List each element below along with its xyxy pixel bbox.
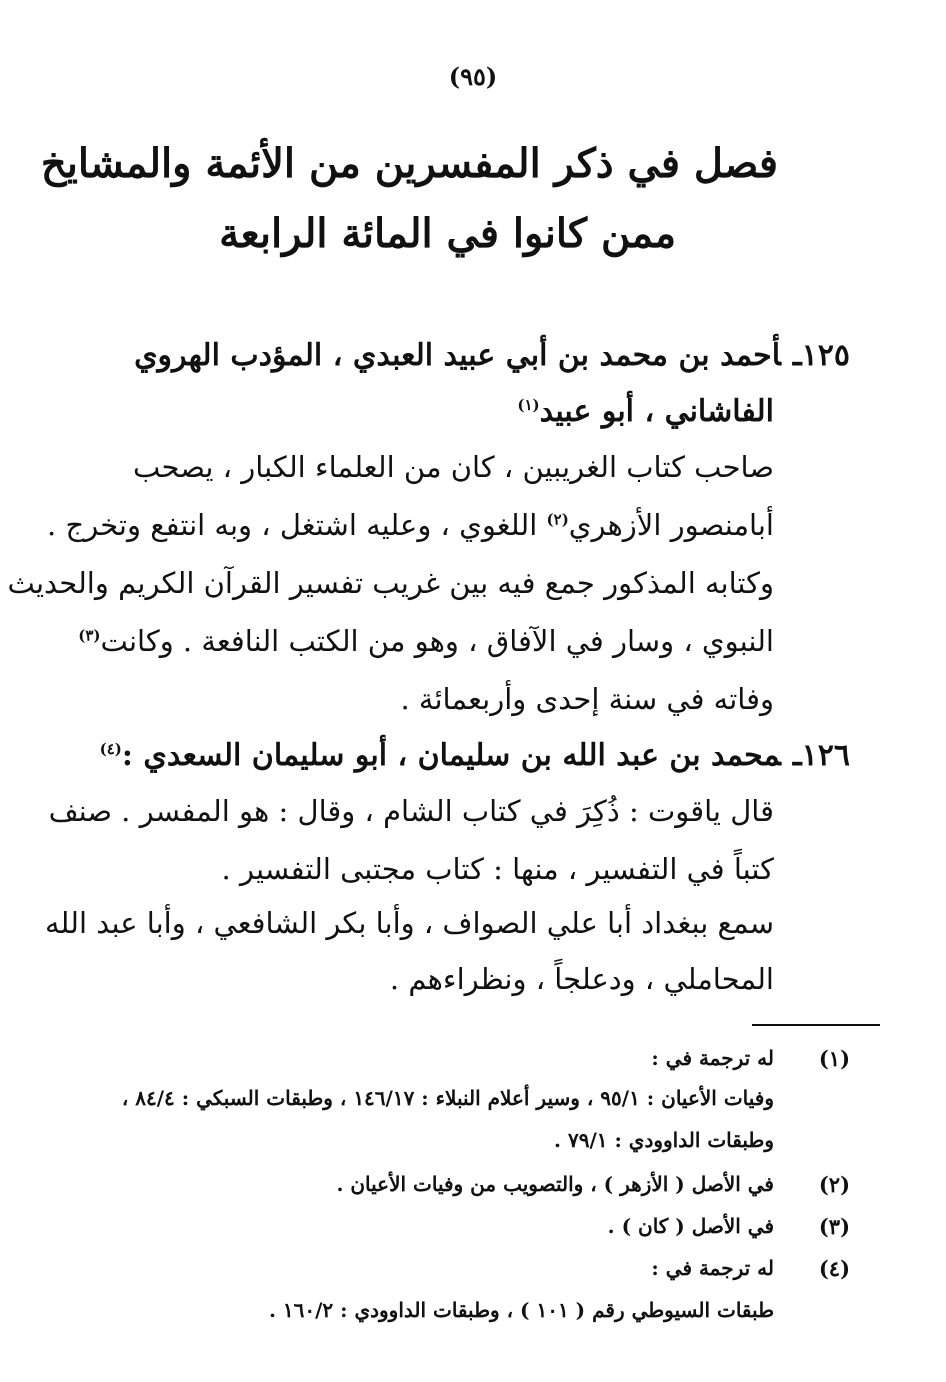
body-text: النبوي ، وسار في الآفاق ، وهو من الكتب النافعة . وكانت [100,624,774,658]
body-line: كتباً في التفسير ، منها : كتاب مجتبى التفسير . [221,852,774,886]
entry-heading-text: أحمد بن محمد بن أبي عبيد العبدي ، المؤدب الهروي [134,338,781,373]
entry-125-heading-cont [517,394,774,429]
footnote-divider [752,1024,880,1026]
body-line: وفاته في سنة إحدى وأربعمائة . [400,682,774,716]
body-line: صاحب كتاب الغريبين ، كان من العلماء الكبار ، يصحب [133,450,774,484]
footnote-ref-1: (١) [517,396,540,414]
entry-heading-cont-text: الفاشاني ، أبو عبيد [539,394,774,429]
entry-126-heading [100,738,850,773]
body-line [47,508,774,542]
footnote-line: في الأصل ( الأزهر ) ، والتصويب من وفيات الأعيان . [336,1172,774,1196]
chapter-title-line-1: فصل في ذكر المفسرين من الأئمة والمشايخ [40,140,778,187]
footnote-line: في الأصل ( كان ) . [607,1214,774,1238]
footnote-line: له ترجمة في : [651,1256,774,1280]
footnote-number: (١) [818,1046,850,1071]
footnote-ref-4: (٤) [99,740,122,758]
entry-number: ١٢٦ـ [792,738,850,773]
body-text: اللغوي ، وعليه اشتغل ، وبه انتفع وتخرج . [47,508,538,542]
entry-125-heading [134,338,850,373]
footnote-ref-3: (٣) [78,626,101,645]
body-line: قال ياقوت : ذُكِرَ في كتاب الشام ، وقال : هو المفسر . صنف [48,794,774,828]
footnote-number: (٢) [818,1172,850,1197]
body-line: وكتابه المذكور جمع فيه بين غريب تفسير القرآن الكريم والحديث [7,566,774,600]
entry-number: ١٢٥ـ [792,338,850,373]
body-line [78,624,774,658]
page-number: (٩٥) [448,62,498,91]
footnote-number: (٣) [818,1214,850,1239]
footnote-line: طبقات السيوطي رقم ( ١٠١ ) ، وطبقات الداوودي : ١٦٠/٢ . [268,1298,774,1322]
chapter-title-line-2: ممن كانوا في المائة الرابعة [219,210,676,257]
footnote-number: (٤) [818,1256,850,1281]
footnote-ref-2: (٢) [546,510,569,529]
body-text: أبامنصور الأزهري [568,508,774,542]
entry-heading-text: محمد بن عبد الله بن سليمان ، أبو سليمان السعدي : [121,738,781,773]
footnote-line: له ترجمة في : [651,1046,774,1070]
footnote-line: وطبقات الداوودي : ٧٩/١ . [554,1128,774,1152]
body-line: سمع ببغداد أبا علي الصواف ، وأبا بكر الشافعي ، وأبا عبد الله [45,906,774,940]
body-line: المحاملي ، ودعلجاً ، ونظراءهم . [389,962,774,996]
footnote-line: وفيات الأعيان : ٩٥/١ ، وسير أعلام النبلاء : ١٤٦/١٧ ، وطبقات السبكي : ٨٤/٤ ، [121,1086,774,1110]
